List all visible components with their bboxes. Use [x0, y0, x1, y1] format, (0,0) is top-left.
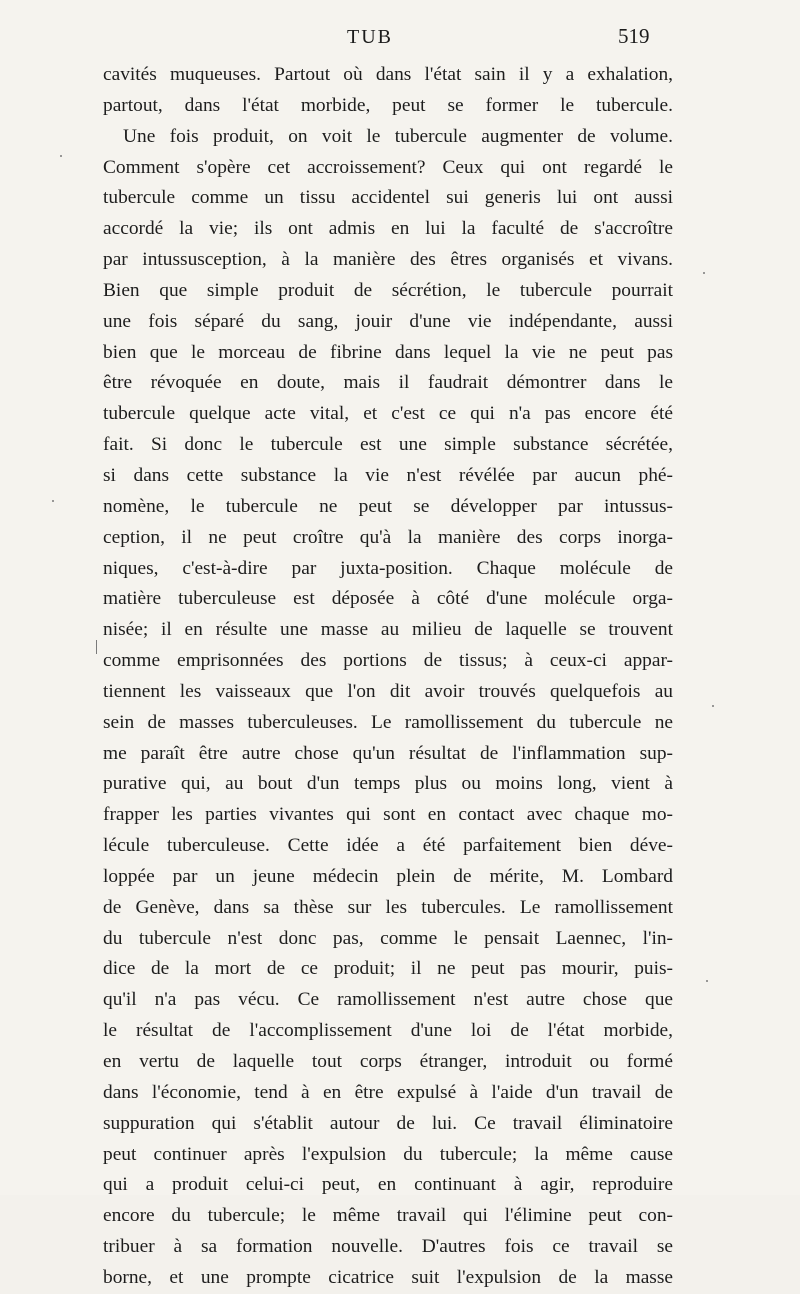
page-number: 519 — [618, 24, 650, 48]
text-line: nisée; il en résulte une masse au milieu de laquelle se trouvent — [103, 619, 673, 641]
text-line: me paraît être autre chose qu'un résultat de l'inflammation sup- — [103, 742, 673, 764]
print-speck — [52, 500, 54, 502]
text-line: tubercule quelque acte vital, et c'est ce qui n'a pas encore été — [103, 403, 673, 425]
print-speck — [60, 155, 62, 157]
text-line: tribuer à sa formation nouvelle. D'autres fois ce travail se — [103, 1236, 673, 1258]
running-header — [0, 24, 800, 54]
text-line: si dans cette substance la vie n'est révélée par aucun phé- — [103, 464, 673, 486]
print-speck — [96, 640, 97, 654]
text-line: nomène, le tubercule ne peut se développer par intussus- — [103, 495, 673, 517]
text-line: le résultat de l'accomplissement d'une loi de l'état morbide, — [103, 1020, 673, 1042]
text-line: sein de masses tuberculeuses. Le ramollissement du tubercule ne — [103, 711, 673, 733]
text-line: Comment s'opère cet accroissement? Ceux qui ont regardé le — [103, 156, 673, 178]
text-line: suppuration qui s'établit autour de lui. Ce travail éliminatoire — [103, 1112, 673, 1134]
text-line: une fois séparé du sang, jouir d'une vie indépendante, aussi — [103, 310, 673, 332]
body-text — [103, 60, 673, 1294]
print-speck — [703, 272, 705, 274]
text-line: peut continuer après l'expulsion du tubercule; la même cause — [103, 1143, 673, 1165]
text-line: borne, et une prompte cicatrice suit l'expulsion de la masse — [103, 1266, 673, 1288]
text-line: lécule tuberculeuse. Cette idée a été parfaitement bien déve- — [103, 835, 673, 857]
text-line: Une fois produit, on voit le tubercule augmenter de volume. — [123, 125, 673, 147]
text-line: niques, c'est-à-dire par juxta-position. Chaque molécule de — [103, 557, 673, 579]
print-speck — [706, 980, 708, 982]
print-speck — [712, 705, 714, 707]
text-line: loppée par un jeune médecin plein de mérite, M. Lombard — [103, 865, 673, 887]
text-line: tubercule comme un tissu accidentel sui generis lui ont aussi — [103, 187, 673, 209]
text-line: par intussusception, à la manière des êtres organisés et vivans. — [103, 249, 673, 271]
text-line: Bien que simple produit de sécrétion, le tubercule pourrait — [103, 279, 673, 301]
text-line: purative qui, au bout d'un temps plus ou moins long, vient à — [103, 773, 673, 795]
running-title: TUB — [347, 26, 393, 48]
text-line: matière tuberculeuse est déposée à côté d'une molécule orga- — [103, 588, 673, 610]
text-line: frapper les parties vivantes qui sont en contact avec chaque mo- — [103, 804, 673, 826]
text-line: dice de la mort de ce produit; il ne peut pas mourir, puis- — [103, 958, 673, 980]
text-line: du tubercule n'est donc pas, comme le pensait Laennec, l'in- — [103, 927, 673, 949]
text-line: être révoquée en doute, mais il faudrait démontrer dans le — [103, 372, 673, 394]
text-line: dans l'économie, tend à en être expulsé à l'aide d'un travail de — [103, 1081, 673, 1103]
text-line: ception, il ne peut croître qu'à la manière des corps inorga- — [103, 526, 673, 548]
text-line: cavités muqueuses. Partout où dans l'état sain il y a exhalation, — [103, 64, 673, 85]
text-line: accordé la vie; ils ont admis en lui la faculté de s'accroître — [103, 218, 673, 240]
text-line: tiennent les vaisseaux que l'on dit avoir trouvés quelquefois au — [103, 680, 673, 702]
text-line: encore du tubercule; le même travail qui l'élimine peut con- — [103, 1205, 673, 1227]
text-line: fait. Si donc le tubercule est une simple substance sécrétée, — [103, 434, 673, 456]
text-line: qu'il n'a pas vécu. Ce ramollissement n'est autre chose que — [103, 989, 673, 1011]
text-line: de Genève, dans sa thèse sur les tubercules. Le ramollissement — [103, 896, 673, 918]
text-line: comme emprisonnées des portions de tissus; à ceux-ci appar- — [103, 650, 673, 672]
text-line: en vertu de laquelle tout corps étranger, introduit ou formé — [103, 1051, 673, 1072]
text-line: bien que le morceau de fibrine dans lequel la vie ne peut pas — [103, 341, 673, 363]
text-line: qui a produit celui-ci peut, en continuant à agir, reproduire — [103, 1174, 673, 1196]
text-line: partout, dans l'état morbide, peut se former le tubercule. — [103, 94, 673, 116]
